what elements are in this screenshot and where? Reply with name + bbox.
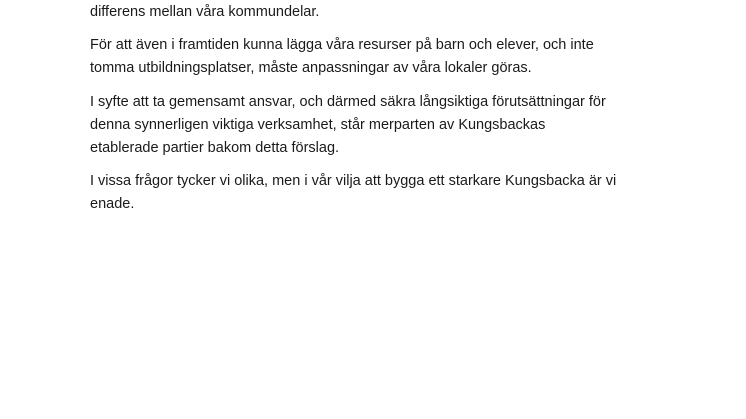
- paragraph-4: [90, 170, 616, 216]
- paragraph-line: För att även i framtiden kunna lägga våra resurser på barn och elever, och inte: [90, 37, 594, 53]
- paragraph-line: I vissa frågor tycker vi olika, men i vår vilja att bygga ett starkare Kungsbacka är vi: [90, 173, 617, 189]
- paragraph-line: denna synnerligen viktiga verksamhet, står merparten av Kungsbackas: [90, 117, 546, 133]
- paragraph-2: [90, 34, 594, 80]
- paragraph-line: differens mellan våra kommundelar.: [90, 4, 320, 20]
- paragraph-1: [90, 1, 319, 24]
- paragraph-line: etablerade partier bakom detta förslag.: [90, 140, 340, 156]
- paragraph-line: enade.: [90, 196, 135, 212]
- paragraph-line: tomma utbildningsplatser, måste anpassningar av våra lokaler göras.: [90, 60, 532, 76]
- paragraph-3: [90, 91, 606, 160]
- paragraph-line: I syfte att ta gemensamt ansvar, och därmed säkra långsiktiga förutsättningar för: [90, 94, 606, 110]
